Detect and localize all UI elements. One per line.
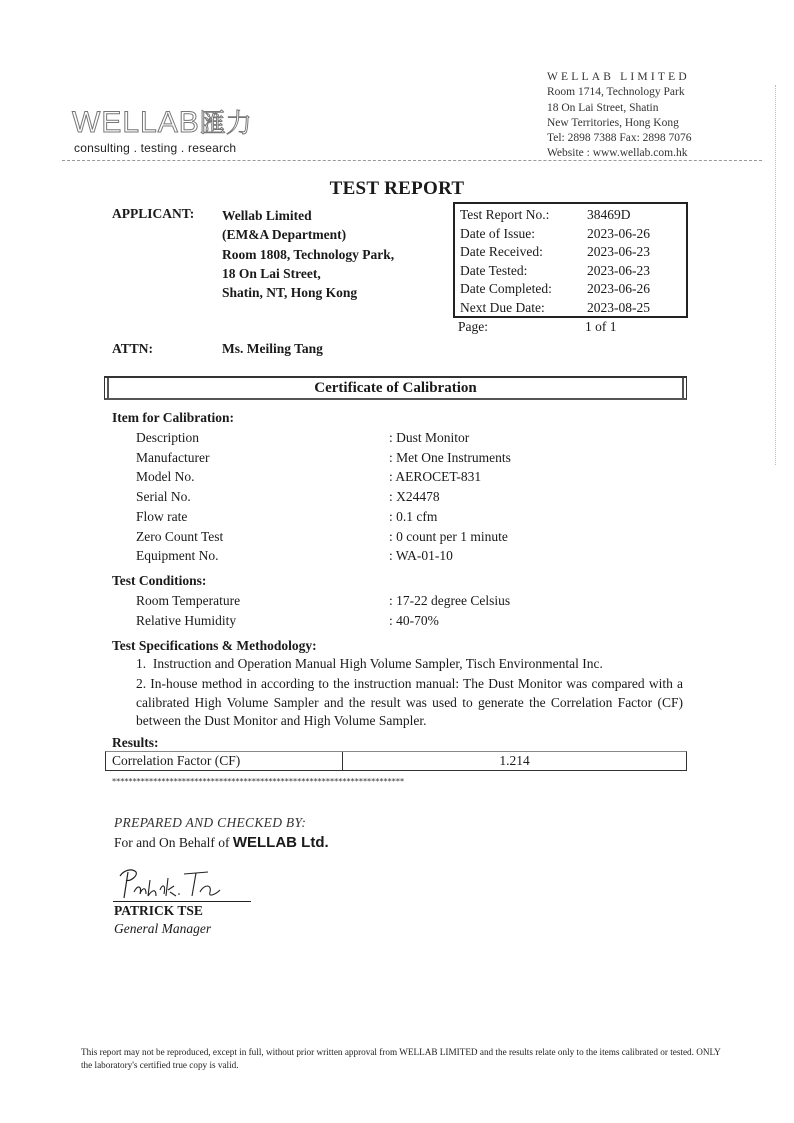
logo-text: WELLAB [72, 106, 200, 139]
results-heading: Results: [112, 735, 159, 750]
address-line: Room 1714, Technology Park [547, 86, 685, 99]
applicant-label: APPLICANT: [112, 206, 195, 221]
info-row-date-completed [460, 280, 686, 299]
condition-value: : 17-22 degree Celsius [389, 593, 511, 608]
on-behalf-line [114, 834, 329, 851]
condition-label: Relative Humidity [136, 612, 237, 628]
signer-title: General Manager [114, 921, 212, 936]
info-row-date-of-issue [460, 225, 686, 244]
result-value: 1.214 [499, 753, 530, 768]
page-title: TEST REPORT [329, 178, 465, 199]
item-label: Manufacturer [136, 449, 210, 465]
attn-value: Ms. Meiling Tang [222, 341, 323, 356]
logo-cjk: 匯力 [199, 108, 252, 138]
info-label: Date Completed: [460, 281, 552, 296]
info-label: Date Tested: [460, 262, 528, 278]
item-label: Flow rate [136, 508, 188, 524]
results-table [105, 751, 687, 771]
methodology-item: 2. In-house method in according to the instruction manual: The Dust Monitor was compared with a calibrated High Volume Sampler and the result was used to generate the Correlation Factor (CF) between the Dust Monitor and High Volume Sampler. [136, 676, 683, 728]
company-name: WELLAB LIMITED [547, 71, 690, 83]
item-label: Equipment No. [136, 548, 219, 564]
applicant-line: Shatin, NT, Hong Kong [222, 285, 358, 301]
edge-dotted-line [775, 85, 776, 465]
certificate-title: Certificate of Calibration [107, 378, 684, 398]
info-row-date-received [460, 243, 686, 262]
signer-name: PATRICK TSE [114, 903, 203, 918]
address-line: 18 On Lai Street, Shatin [547, 101, 659, 114]
item-label: Serial No. [136, 489, 191, 505]
item-label: Description [136, 430, 199, 445]
info-row-next-due-date [460, 299, 686, 318]
prepared-by-label: PREPARED AND CHECKED BY: [114, 815, 307, 830]
test-conditions-heading: Test Conditions: [112, 573, 207, 588]
item-value: : X24478 [389, 489, 440, 505]
info-label: Date Received: [460, 244, 543, 259]
item-value: : WA-01-10 [389, 548, 453, 564]
info-row-report-no [460, 206, 686, 225]
page-indicator [458, 319, 617, 335]
info-label: Date of Issue: [460, 225, 535, 241]
signature-line [113, 901, 251, 902]
result-label: Correlation Factor (CF) [106, 752, 343, 770]
condition-value: : 40-70% [389, 612, 439, 628]
info-label: Next Due Date: [460, 299, 545, 315]
applicant-address [222, 206, 394, 302]
address-line: Tel: 2898 7388 Fax: 2898 7076 [547, 132, 692, 145]
header-divider [62, 160, 762, 161]
methodology-item: 1. Instruction and Operation Manual High Volume Sampler, Tisch Environmental Inc. [136, 656, 603, 671]
methodology-heading: Test Specifications & Methodology: [112, 638, 317, 653]
info-value: 38469D [587, 207, 631, 222]
page-label: Page: [458, 319, 488, 334]
applicant-line: (EM&A Department) [222, 227, 347, 243]
address-line: Website : www.wellab.com.hk [547, 147, 688, 160]
applicant-line: 18 On Lai Street, [222, 265, 321, 281]
info-value: 2023-06-26 [587, 281, 650, 296]
behalf-prefix: For and On Behalf of [114, 835, 233, 850]
item-value: : 0.1 cfm [389, 508, 438, 524]
condition-label: Room Temperature [136, 593, 241, 608]
item-for-calibration-heading: Item for Calibration: [112, 410, 234, 425]
info-value: 2023-06-23 [587, 262, 650, 278]
signature-image [112, 862, 232, 902]
info-value: 2023-06-26 [587, 225, 650, 241]
info-value: 2023-08-25 [587, 299, 650, 315]
report-info-box [453, 202, 688, 318]
info-value: 2023-06-23 [587, 244, 650, 259]
behalf-company: WELLAB Ltd. [232, 834, 329, 851]
footer-disclaimer: This report may not be reproduced, except in full, without prior written approval from WELLAB LIMITED and the results relate only to the items calibrated or tested. ONLY the laboratory's certified true copy is valid. [81, 1047, 721, 1070]
company-address-block [547, 70, 692, 162]
attn-label: ATTN: [112, 341, 154, 356]
item-value: : 0 count per 1 minute [389, 528, 508, 544]
item-value: : Met One Instruments [389, 449, 511, 465]
item-label: Zero Count Test [136, 528, 224, 544]
info-row-date-tested [460, 262, 686, 281]
condition-labels [136, 591, 240, 630]
item-value: : AEROCET-831 [389, 469, 482, 485]
item-values [389, 428, 511, 566]
end-of-results-separator: *********************************************************************** [112, 776, 405, 786]
logo-tagline: consulting . testing . research [74, 141, 237, 155]
applicant-line: Wellab Limited [222, 208, 312, 223]
item-value: : Dust Monitor [389, 430, 470, 445]
page-value: 1 of 1 [585, 319, 617, 334]
certificate-heading-box [104, 376, 687, 400]
item-labels [136, 428, 223, 566]
applicant-line: Room 1808, Technology Park, [222, 246, 395, 262]
address-line: New Territories, Hong Kong [547, 116, 679, 129]
condition-values [389, 591, 510, 630]
wellab-logo [72, 108, 252, 138]
item-label: Model No. [136, 469, 195, 485]
info-label: Test Report No.: [460, 207, 550, 222]
